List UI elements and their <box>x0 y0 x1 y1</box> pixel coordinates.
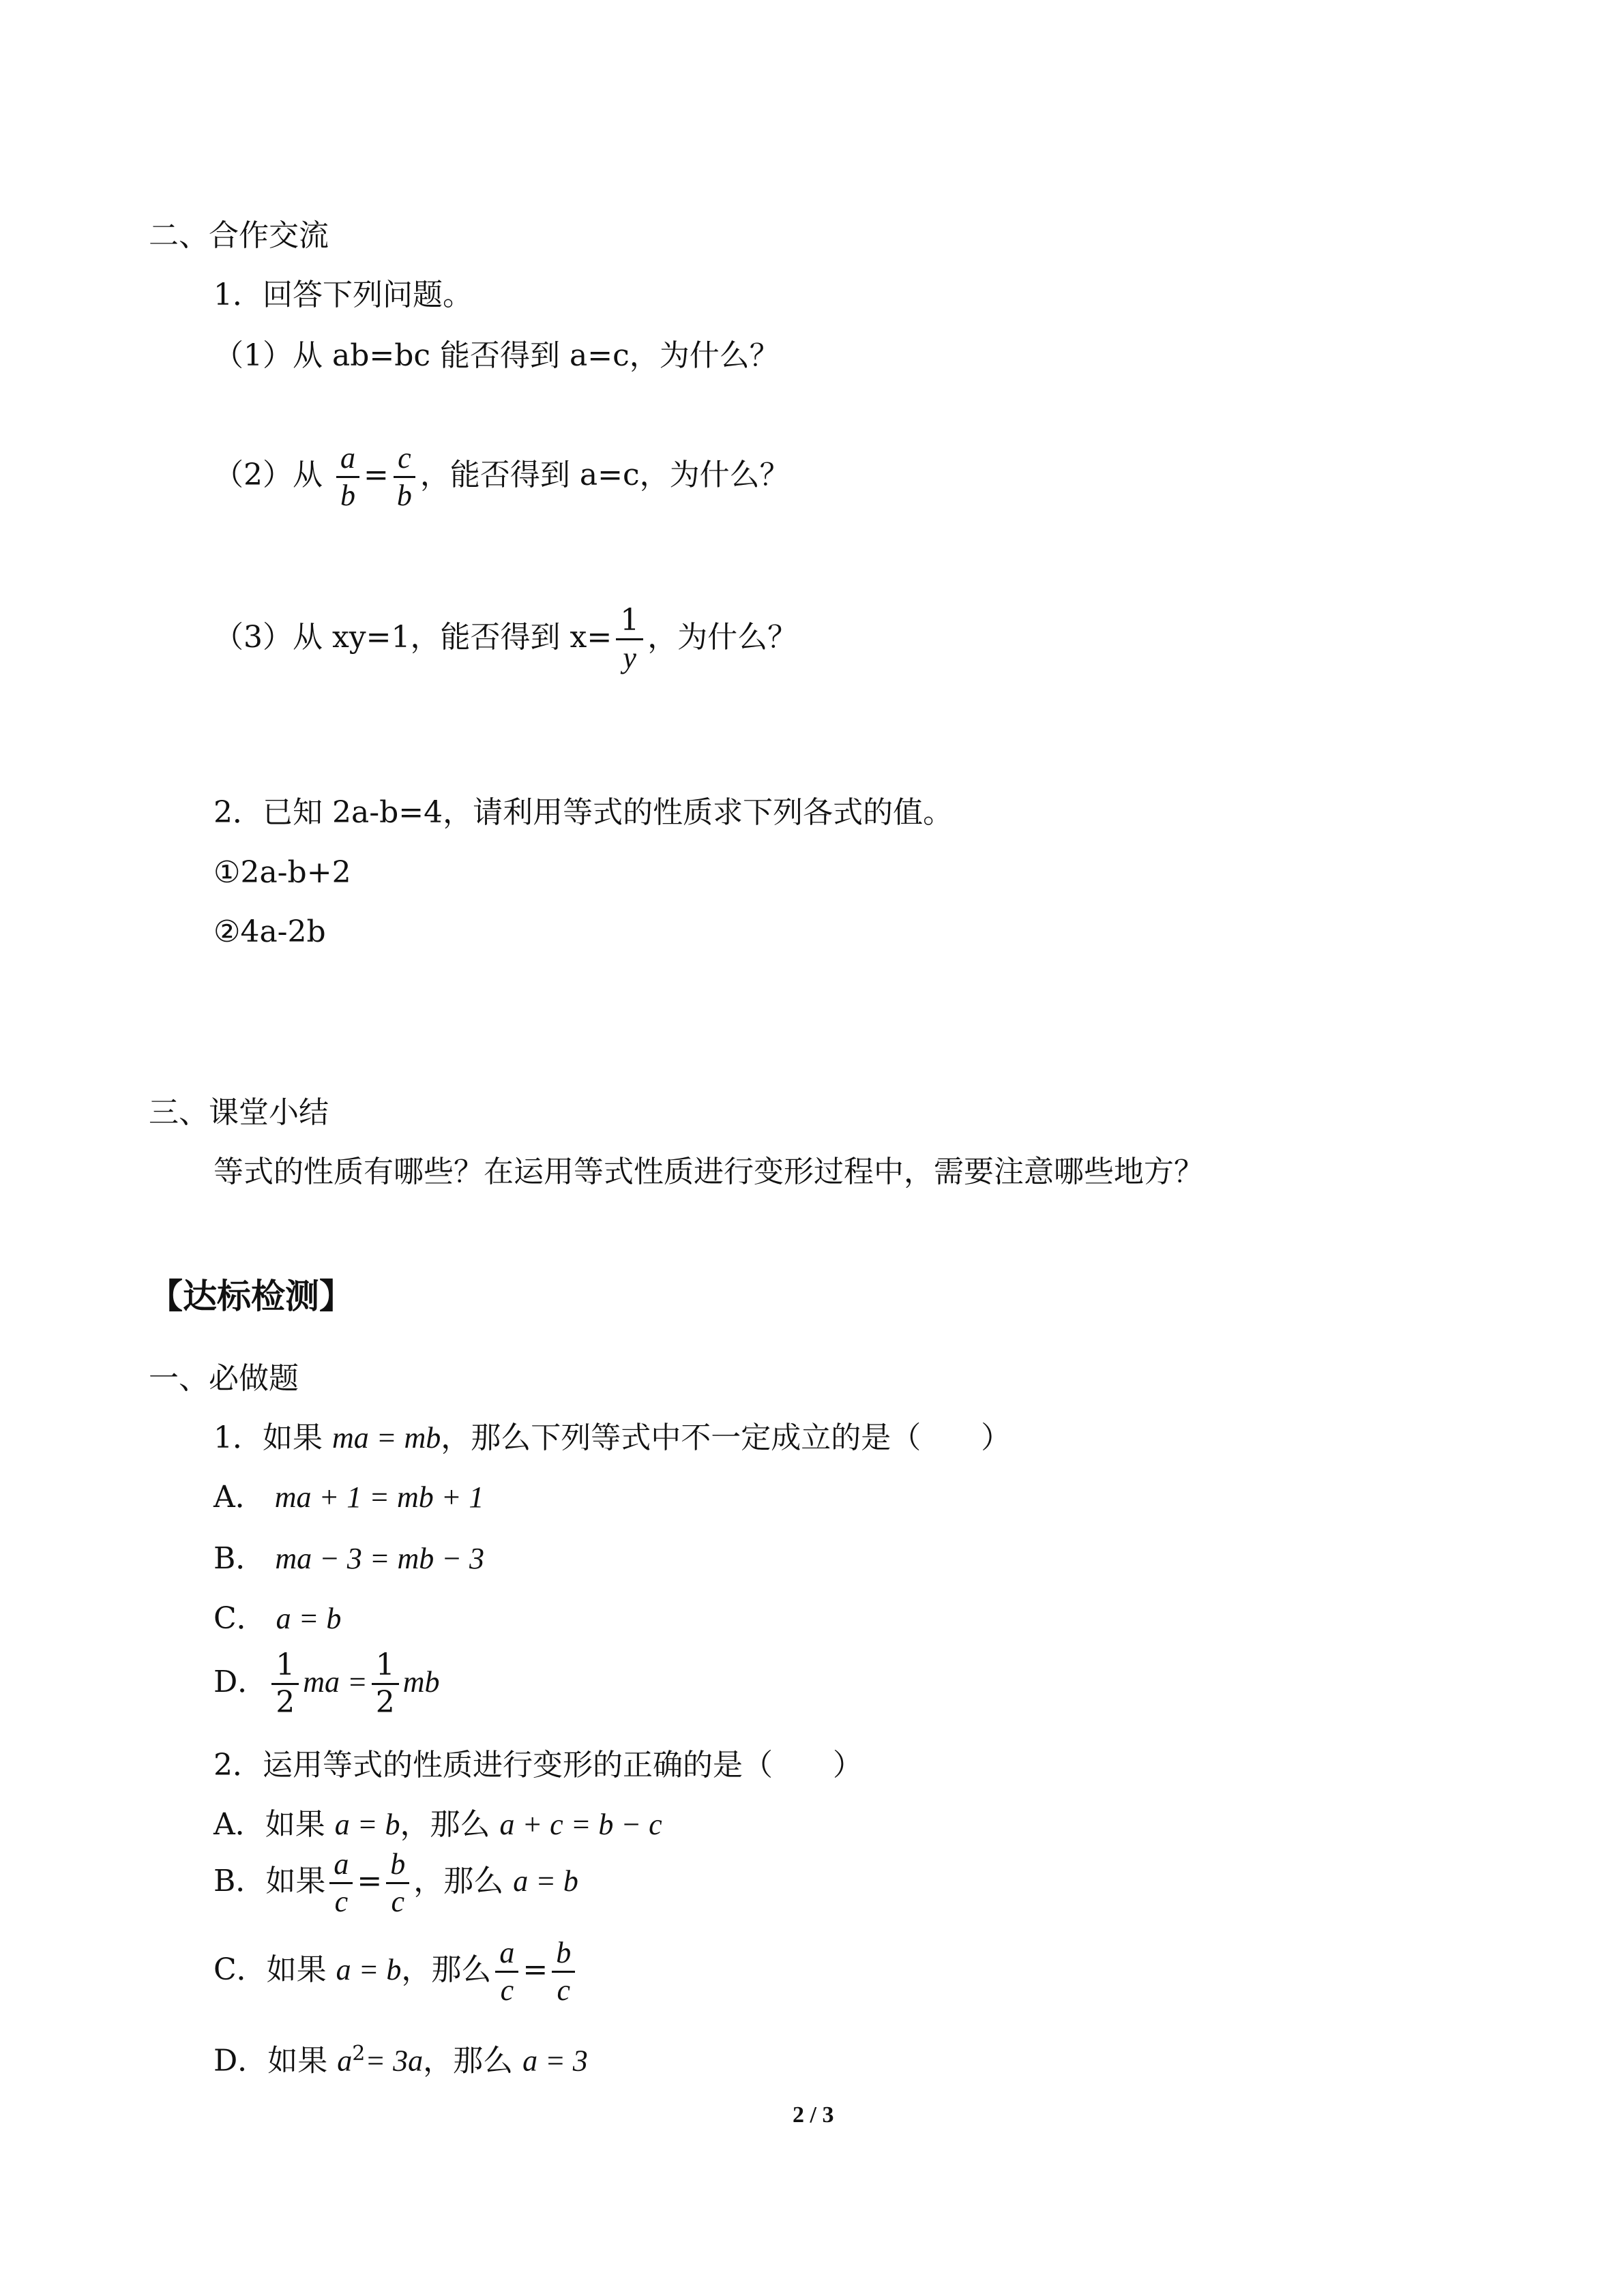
section-heading: 二、合作交流 <box>149 218 329 253</box>
option-math: a = b <box>276 1602 342 1635</box>
list-item: ①2a-b+2 <box>213 855 351 890</box>
stem-math: ma = mb <box>332 1421 441 1455</box>
subquestion-2-suffix: ，能否得到 a=c，为什么？ <box>419 458 790 492</box>
option-math: ma = <box>303 1665 368 1699</box>
section-heading: 一、必做题 <box>149 1361 299 1396</box>
option-math: a + c = b − c <box>499 1808 662 1841</box>
subquestion-2-prefix: （2）从 <box>213 458 323 492</box>
denominator: 2 <box>276 1685 295 1720</box>
fraction-one-half <box>372 1650 399 1718</box>
question-title: 1．回答下列问题。 <box>213 278 473 312</box>
numerator: a <box>495 1938 518 1973</box>
question-stem: 2．运用等式的性质进行变形的正确的是（ ） <box>213 1748 863 1783</box>
subquestion-3-prefix: （3）从 xy=1，能否得到 x= <box>213 620 612 655</box>
option-c <box>213 1938 579 2006</box>
section-heading: 三、课堂小结 <box>149 1095 329 1130</box>
fraction-b-over-c <box>552 1938 575 2006</box>
equals-sign: = <box>522 1952 548 1987</box>
subquestion-3 <box>213 603 798 674</box>
subquestion-3-suffix: ，为什么？ <box>647 620 798 655</box>
denominator: c <box>334 1885 349 1918</box>
option-label: C．如果 <box>213 1952 327 1987</box>
option-label: B．如果 <box>213 1864 326 1898</box>
fraction-a-over-b <box>336 443 359 511</box>
stem-suffix: ，那么下列等式中不一定成立的是（ ） <box>441 1420 1012 1455</box>
fraction-one-half <box>271 1650 299 1718</box>
option-text: ，那么 <box>413 1864 504 1898</box>
denominator: y <box>623 641 636 674</box>
option-label: A．如果 <box>213 1807 325 1842</box>
option-label: B． <box>213 1541 266 1576</box>
option-d <box>213 2042 588 2078</box>
option-b <box>213 1542 484 1575</box>
option-math: ma + 1 = mb + 1 <box>274 1480 484 1514</box>
fraction-a-over-c <box>495 1938 518 2006</box>
option-d <box>213 1650 440 1718</box>
option-math: a = b <box>334 1808 400 1841</box>
numerator: 1 <box>372 1650 399 1685</box>
option-a <box>213 1808 662 1841</box>
option-text: ，那么 <box>400 1807 490 1842</box>
option-c <box>213 1602 341 1635</box>
denominator: c <box>391 1885 404 1918</box>
list-item: ②4a-2b <box>213 914 326 949</box>
option-b <box>213 1849 578 1917</box>
option-text: ，那么 <box>401 1952 492 1987</box>
fraction-b-over-c <box>386 1849 409 1917</box>
option-math: a <box>337 2044 353 2078</box>
option-label: D． <box>213 1665 268 1699</box>
assessment-title: 【达标检测】 <box>149 1277 353 1316</box>
equals-sign: = <box>364 458 389 492</box>
subquestion-2 <box>213 443 790 511</box>
option-label: D．如果 <box>213 2043 328 2078</box>
option-math: a = b <box>513 1864 578 1898</box>
denominator: c <box>557 1973 571 2007</box>
numerator: a <box>329 1849 353 1884</box>
numerator: b <box>552 1938 575 1973</box>
option-math: a = 3 <box>522 2044 588 2078</box>
denominator: c <box>500 1973 514 2007</box>
option-math: = 3a <box>365 2044 424 2078</box>
subquestion-1: （1）从 ab=bc 能否得到 a=c，为什么？ <box>213 338 780 373</box>
summary-text: 等式的性质有哪些？在运用等式性质进行变形过程中，需要注意哪些地方？ <box>213 1154 1204 1189</box>
page-number: 2 / 3 <box>793 2102 834 2128</box>
option-label: C． <box>213 1601 267 1636</box>
numerator: 1 <box>271 1650 299 1685</box>
exponent: 2 <box>352 2042 366 2066</box>
option-text: ，那么 <box>423 2043 514 2078</box>
numerator: b <box>386 1849 409 1884</box>
fraction-a-over-c <box>329 1849 353 1917</box>
numerator: c <box>394 443 415 478</box>
question-stem <box>213 1422 1011 1455</box>
denominator: b <box>340 479 355 512</box>
option-math: mb <box>402 1665 440 1699</box>
numerator: a <box>336 443 359 478</box>
question-title: 2．已知 2a-b=4，请利用等式的性质求下列各式的值。 <box>213 795 954 830</box>
fraction-1-over-y <box>616 603 643 674</box>
option-label: A． <box>213 1480 265 1515</box>
option-math: ma − 3 = mb − 3 <box>275 1542 484 1575</box>
numerator: 1 <box>616 606 643 640</box>
denominator: b <box>396 479 412 512</box>
stem-prefix: 1．如果 <box>213 1420 323 1455</box>
option-a <box>213 1481 484 1514</box>
denominator: 2 <box>375 1685 395 1720</box>
equals-sign: = <box>357 1864 383 1898</box>
fraction-c-over-b <box>393 443 416 511</box>
option-math: a = b <box>336 1953 402 1986</box>
